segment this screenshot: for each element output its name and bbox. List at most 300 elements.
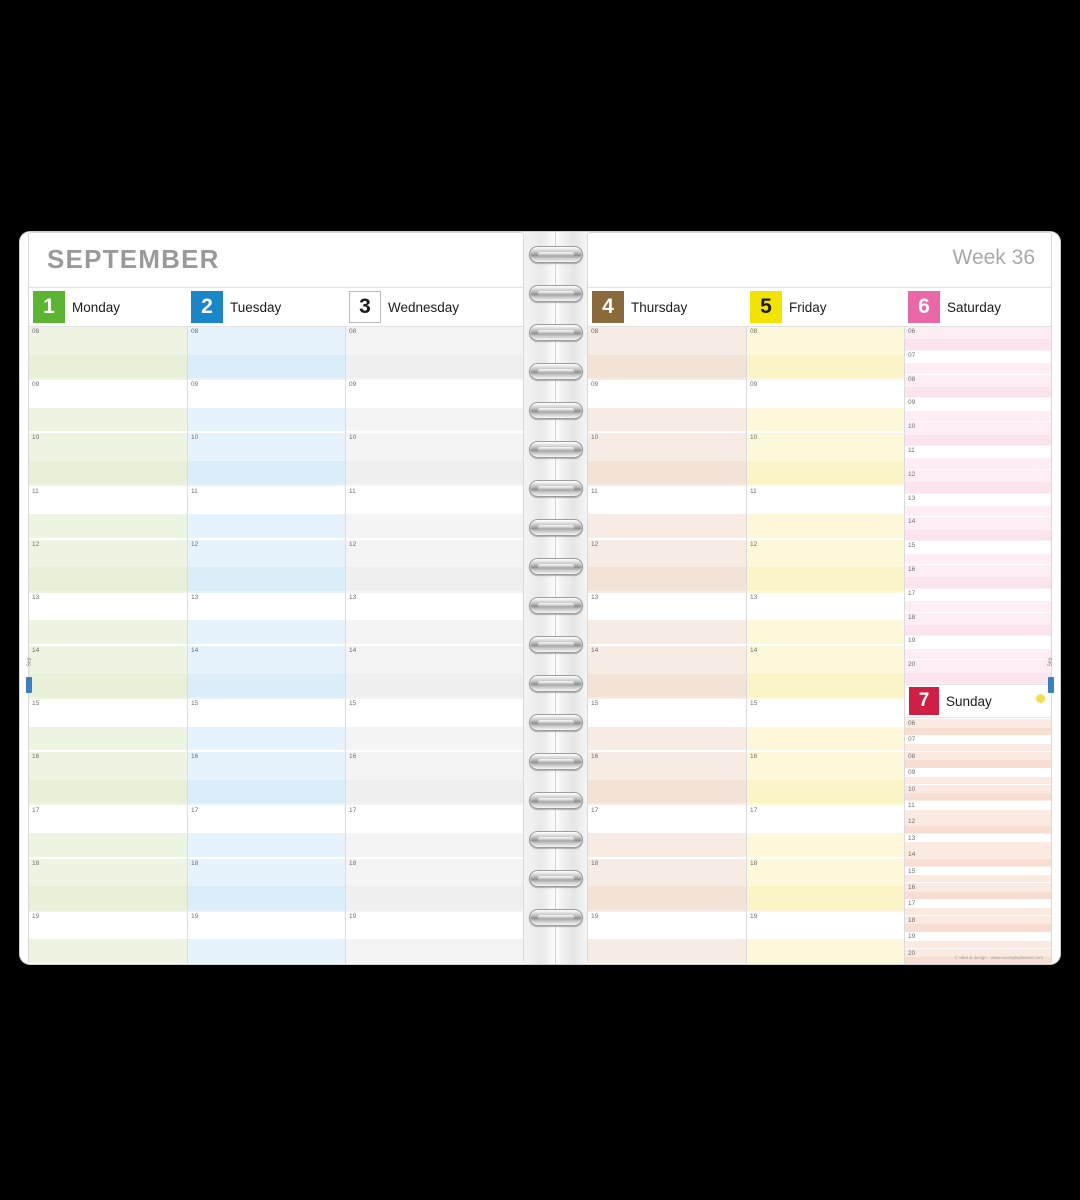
hour-slot[interactable] (188, 540, 345, 593)
hour-label: 15 (349, 700, 357, 708)
hour-label: 19 (591, 912, 599, 920)
hour-band (29, 408, 187, 431)
hour-slot[interactable] (188, 593, 345, 646)
hour-band (905, 435, 1051, 445)
hour-label: 19 (32, 912, 40, 920)
hour-label: 20 (908, 949, 916, 957)
hour-band (905, 941, 1051, 948)
hour-slot[interactable] (346, 433, 523, 486)
hour-label: 13 (591, 593, 599, 601)
hour-slot[interactable] (29, 540, 187, 593)
left-day-header-row (29, 287, 523, 327)
hour-band (188, 461, 345, 484)
hour-band (905, 530, 1051, 540)
hour-label: 08 (591, 328, 599, 335)
hour-band (29, 620, 187, 643)
hour-label: 10 (349, 434, 357, 442)
spiral-ring (529, 402, 583, 419)
hour-band (905, 673, 1051, 683)
hour-slot[interactable] (747, 912, 904, 964)
spiral-binding (524, 232, 588, 964)
hour-label: 18 (191, 859, 199, 867)
day-name-saturday: Saturday (947, 299, 1002, 315)
hour-band (905, 339, 1051, 349)
right-page-header (588, 233, 1051, 287)
hour-slot[interactable] (346, 380, 523, 433)
day-number-wednesday: 3 (349, 291, 381, 323)
hour-slot[interactable] (747, 646, 904, 699)
hour-label: 19 (908, 637, 916, 645)
hour-label: 14 (349, 647, 357, 654)
day-number-monday: 1 (33, 291, 65, 323)
hour-slot[interactable] (588, 327, 746, 380)
hour-slot[interactable] (905, 932, 1051, 948)
day-header-friday[interactable] (746, 288, 904, 326)
spiral-ring (529, 441, 583, 458)
hour-label: 18 (591, 859, 599, 867)
hour-band (346, 833, 523, 856)
day-header-sunday[interactable] (905, 684, 1051, 718)
hour-label: 08 (191, 328, 199, 335)
left-page-header (29, 233, 523, 287)
hour-label: 08 (32, 328, 40, 335)
hour-band (905, 892, 1051, 899)
hour-band (588, 567, 746, 590)
hour-slot[interactable] (188, 912, 345, 964)
hour-band (29, 833, 187, 856)
hour-label: 12 (750, 540, 758, 548)
hour-slot[interactable] (29, 752, 187, 805)
hour-band (747, 355, 904, 378)
hour-slot[interactable] (346, 806, 523, 859)
hour-label: 11 (349, 487, 356, 495)
hour-slot[interactable] (905, 916, 1051, 932)
hour-band (905, 482, 1051, 492)
hour-slot[interactable] (346, 593, 523, 646)
hour-label: 11 (32, 487, 39, 495)
hour-label: 09 (908, 769, 916, 777)
hour-slot[interactable] (588, 487, 746, 540)
hour-slot[interactable] (188, 859, 345, 912)
hour-label: 11 (191, 487, 198, 495)
hour-slot[interactable] (747, 327, 904, 380)
hour-slot[interactable] (188, 433, 345, 486)
hour-slot[interactable] (747, 433, 904, 486)
hour-label: 17 (349, 806, 357, 814)
moon-phase-icon (1036, 694, 1045, 703)
hour-slot[interactable] (29, 380, 187, 433)
hour-label: 15 (191, 700, 199, 708)
spiral-ring (529, 714, 583, 731)
spiral-ring (529, 909, 583, 926)
hour-slot[interactable] (905, 850, 1051, 866)
hour-label: 11 (750, 487, 757, 495)
spiral-ring (529, 324, 583, 341)
hour-band (188, 674, 345, 697)
hour-band (905, 554, 1051, 564)
hour-slot[interactable] (29, 859, 187, 912)
day-number-tuesday: 2 (191, 291, 223, 323)
hour-slot[interactable] (747, 699, 904, 752)
hour-slot[interactable] (588, 380, 746, 433)
hour-slot[interactable] (905, 589, 1051, 613)
hour-label: 09 (32, 381, 40, 389)
hour-label: 15 (908, 542, 916, 550)
hour-label: 12 (908, 818, 916, 826)
hour-label: 12 (349, 540, 357, 548)
hour-slot[interactable] (588, 806, 746, 859)
hour-slot[interactable] (588, 593, 746, 646)
day-header-wednesday[interactable] (345, 288, 523, 326)
hour-label: 19 (908, 933, 916, 941)
hour-label: 07 (908, 351, 916, 359)
hour-label: 15 (750, 700, 758, 708)
hour-label: 16 (750, 753, 758, 761)
hour-band (346, 780, 523, 803)
spiral-ring (529, 753, 583, 770)
hour-label: 16 (908, 884, 916, 891)
hour-slot[interactable] (588, 699, 746, 752)
hour-label: 11 (908, 802, 915, 809)
day-column-saturday[interactable] (905, 327, 1051, 684)
hour-band (346, 461, 523, 484)
spiral-ring (529, 597, 583, 614)
hour-label: 07 (908, 736, 916, 744)
spiral-ring (529, 363, 583, 380)
day-header-tuesday[interactable] (187, 288, 345, 326)
hour-slot[interactable] (747, 487, 904, 540)
hour-band (905, 908, 1051, 915)
hour-label: 14 (908, 851, 916, 859)
hour-label: 17 (908, 589, 916, 597)
hour-slot[interactable] (588, 912, 746, 964)
hour-slot[interactable] (747, 859, 904, 912)
hour-label: 17 (750, 806, 758, 814)
hour-slot[interactable] (905, 446, 1051, 470)
hour-slot[interactable] (905, 327, 1051, 351)
hour-slot[interactable] (747, 806, 904, 859)
hour-band (29, 886, 187, 909)
hour-slot[interactable] (905, 375, 1051, 399)
day-column-wednesday[interactable] (346, 327, 523, 964)
day-name-tuesday: Tuesday (230, 299, 282, 315)
hour-band (747, 408, 904, 431)
hour-label: 06 (908, 328, 916, 335)
hour-label: 19 (750, 912, 758, 920)
hour-slot[interactable] (188, 752, 345, 805)
hour-band (188, 567, 345, 590)
hour-label: 19 (349, 912, 357, 920)
hour-label: 14 (591, 647, 599, 654)
hour-slot[interactable] (346, 646, 523, 699)
hour-band (346, 939, 523, 962)
day-header-thursday[interactable] (588, 288, 746, 326)
hour-slot[interactable] (747, 540, 904, 593)
hour-label: 13 (349, 593, 357, 601)
hour-slot[interactable] (29, 699, 187, 752)
hour-slot[interactable] (905, 494, 1051, 518)
hour-label: 13 (908, 494, 916, 502)
hour-slot[interactable] (346, 699, 523, 752)
hour-band (747, 620, 904, 643)
hour-band (188, 886, 345, 909)
hour-label: 09 (349, 381, 357, 389)
day-column-thursday[interactable] (588, 327, 746, 964)
hour-label: 08 (908, 752, 916, 760)
day-name-thursday: Thursday (631, 299, 688, 315)
day-header-saturday[interactable] (904, 288, 1051, 326)
hour-band (747, 674, 904, 697)
spiral-ring (529, 480, 583, 497)
hour-slot[interactable] (905, 817, 1051, 833)
hour-label: 12 (591, 540, 599, 548)
hour-band (747, 780, 904, 803)
hour-label: 11 (591, 487, 598, 495)
hour-band (905, 875, 1051, 882)
hour-slot[interactable] (747, 593, 904, 646)
hour-label: 14 (908, 518, 916, 526)
hour-slot[interactable] (29, 912, 187, 964)
hour-band (905, 842, 1051, 849)
hour-slot[interactable] (905, 834, 1051, 850)
hour-slot[interactable] (905, 660, 1051, 684)
hour-band (346, 408, 523, 431)
hour-band (346, 620, 523, 643)
spiral-ring (529, 831, 583, 848)
hour-slot[interactable] (29, 487, 187, 540)
hour-slot[interactable] (905, 752, 1051, 768)
hour-label: 10 (591, 434, 599, 442)
hour-label: 09 (908, 399, 916, 407)
hour-band (29, 461, 187, 484)
hour-band (905, 859, 1051, 866)
hour-label: 06 (908, 720, 916, 727)
day-number-sunday: 7 (909, 687, 939, 715)
hour-band (188, 727, 345, 750)
hour-band (346, 514, 523, 537)
hour-slot[interactable] (29, 327, 187, 380)
day-column-tuesday[interactable] (188, 327, 345, 964)
hour-slot[interactable] (346, 487, 523, 540)
hour-label: 16 (349, 753, 357, 761)
spiral-ring (529, 870, 583, 887)
hour-label: 09 (191, 381, 199, 389)
hour-slot[interactable] (905, 636, 1051, 660)
hour-band (588, 833, 746, 856)
hour-label: 18 (349, 859, 357, 867)
hour-slot[interactable] (188, 487, 345, 540)
hour-band (905, 777, 1051, 784)
hour-band (747, 514, 904, 537)
hour-slot[interactable] (905, 517, 1051, 541)
day-number-friday: 5 (750, 291, 782, 323)
hour-band (905, 411, 1051, 421)
spiral-ring (529, 558, 583, 575)
day-name-sunday: Sunday (946, 693, 992, 709)
hour-band (346, 567, 523, 590)
hour-slot[interactable] (29, 433, 187, 486)
hour-slot[interactable] (905, 867, 1051, 883)
day-column-sunday[interactable] (905, 684, 1051, 964)
hour-slot[interactable] (29, 806, 187, 859)
hour-label: 12 (191, 540, 199, 548)
hour-band (588, 408, 746, 431)
hour-slot[interactable] (346, 327, 523, 380)
hour-label: 15 (32, 700, 40, 708)
hour-label: 16 (191, 753, 199, 761)
hour-slot[interactable] (905, 801, 1051, 817)
hour-band (905, 387, 1051, 397)
hour-slot[interactable] (905, 351, 1051, 375)
hour-band (588, 886, 746, 909)
hour-band (29, 674, 187, 697)
hour-band (905, 649, 1051, 659)
hour-label: 19 (191, 912, 199, 920)
hour-label: 13 (750, 593, 758, 601)
hour-band (747, 567, 904, 590)
hour-label: 08 (908, 375, 916, 383)
hour-label: 08 (750, 328, 758, 335)
hour-slot[interactable] (905, 613, 1051, 637)
hour-label: 17 (32, 806, 40, 814)
hour-label: 18 (750, 859, 758, 867)
left-edge-label: Sep (26, 657, 33, 667)
hour-band (905, 625, 1051, 635)
hour-label: 13 (191, 593, 199, 601)
spiral-ring (529, 675, 583, 692)
hour-label: 18 (908, 613, 916, 621)
hour-slot[interactable] (188, 806, 345, 859)
hour-band (747, 727, 904, 750)
planner-left-page (28, 232, 524, 964)
hour-band (29, 514, 187, 537)
hour-slot[interactable] (188, 646, 345, 699)
hour-slot[interactable] (905, 565, 1051, 589)
hour-band (29, 355, 187, 378)
hour-label: 16 (591, 753, 599, 761)
hour-band (346, 727, 523, 750)
hour-band (905, 760, 1051, 767)
hour-slot[interactable] (588, 646, 746, 699)
hour-slot[interactable] (188, 327, 345, 380)
hour-slot[interactable] (905, 422, 1051, 446)
hour-label: 08 (349, 328, 357, 335)
hour-band (905, 506, 1051, 516)
hour-slot[interactable] (29, 646, 187, 699)
spiral-ring (529, 792, 583, 809)
hour-band (747, 833, 904, 856)
hour-slot[interactable] (588, 540, 746, 593)
hour-slot[interactable] (905, 785, 1051, 801)
hour-slot[interactable] (588, 859, 746, 912)
hour-slot[interactable] (588, 752, 746, 805)
hour-slot[interactable] (29, 593, 187, 646)
hour-band (905, 458, 1051, 468)
hour-band (29, 567, 187, 590)
hour-slot[interactable] (905, 899, 1051, 915)
hour-label: 10 (750, 434, 758, 442)
hour-label: 18 (32, 859, 40, 867)
hour-slot[interactable] (905, 398, 1051, 422)
hour-label: 10 (908, 423, 916, 431)
hour-slot[interactable] (346, 752, 523, 805)
hour-band (188, 939, 345, 962)
hour-band (188, 833, 345, 856)
hour-band (905, 363, 1051, 373)
day-column-monday[interactable] (29, 327, 187, 964)
day-name-monday: Monday (72, 299, 121, 315)
day-name-friday: Friday (789, 299, 827, 315)
hour-band (188, 780, 345, 803)
hour-slot[interactable] (747, 380, 904, 433)
hour-slot[interactable] (188, 380, 345, 433)
spiral-ring (529, 285, 583, 302)
hour-band (588, 355, 746, 378)
month-title: SEPTEMBER (47, 244, 220, 274)
hour-label: 15 (908, 867, 916, 875)
spiral-ring (529, 636, 583, 653)
hour-band (588, 939, 746, 962)
hour-label: 10 (191, 434, 199, 442)
right-day-header-row (588, 287, 1051, 327)
left-page-tab[interactable] (26, 677, 32, 693)
hour-label: 14 (32, 647, 40, 654)
hour-band (905, 793, 1051, 800)
hour-label: 17 (591, 806, 599, 814)
hour-slot[interactable] (346, 912, 523, 964)
hour-label: 13 (32, 593, 40, 601)
hour-band (29, 727, 187, 750)
day-number-saturday: 6 (908, 291, 940, 323)
day-header-monday[interactable] (29, 288, 187, 326)
hour-slot[interactable] (346, 859, 523, 912)
hour-band (905, 744, 1051, 751)
hour-slot[interactable] (905, 541, 1051, 565)
hour-slot[interactable] (346, 540, 523, 593)
hour-label: 11 (908, 447, 915, 454)
day-column-friday[interactable] (747, 327, 904, 964)
hour-band (346, 355, 523, 378)
hour-label: 09 (750, 381, 758, 389)
hour-band (346, 674, 523, 697)
hour-slot[interactable] (188, 699, 345, 752)
hour-slot[interactable] (905, 719, 1051, 735)
hour-band (588, 620, 746, 643)
hour-band (905, 601, 1051, 611)
hour-label: 10 (908, 785, 916, 793)
hour-slot[interactable] (905, 768, 1051, 784)
hour-label: 12 (32, 540, 40, 548)
hour-slot[interactable] (747, 752, 904, 805)
hour-band (905, 728, 1051, 735)
hour-band (588, 461, 746, 484)
hour-band (29, 780, 187, 803)
hour-band (29, 939, 187, 962)
hour-slot[interactable] (905, 470, 1051, 494)
spiral-ring (529, 519, 583, 536)
hour-slot[interactable] (905, 735, 1051, 751)
hour-slot[interactable] (588, 433, 746, 486)
hour-slot[interactable] (905, 883, 1051, 899)
hour-band (588, 674, 746, 697)
left-day-columns (29, 327, 523, 964)
hour-band (188, 408, 345, 431)
hour-band (905, 924, 1051, 931)
right-page-tab[interactable] (1048, 677, 1054, 693)
hour-label: 13 (908, 834, 916, 842)
hour-band (905, 826, 1051, 833)
hour-label: 09 (591, 381, 599, 389)
